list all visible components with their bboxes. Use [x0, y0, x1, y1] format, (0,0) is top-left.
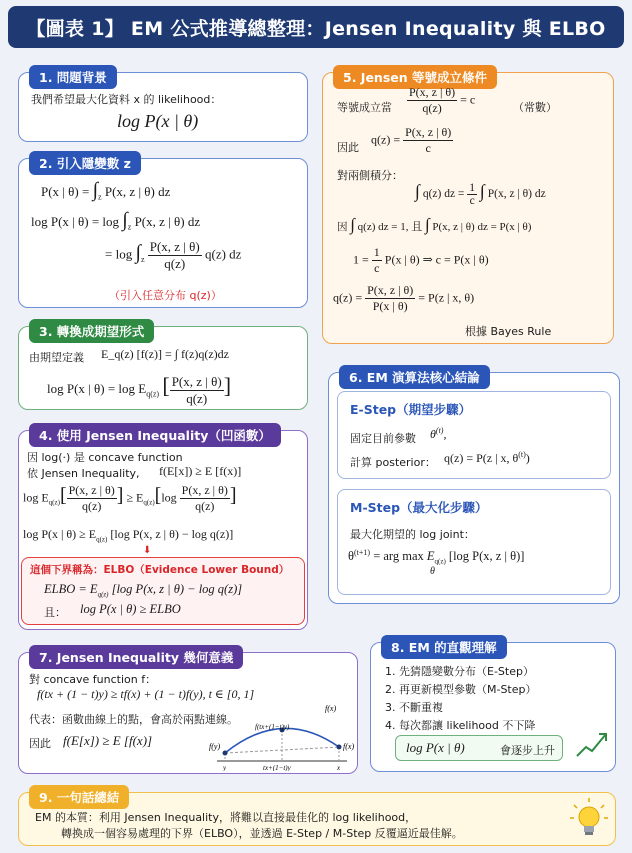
elbo-def [44, 582, 242, 599]
trend-up-icon [575, 729, 609, 759]
problem-text: 我們希望最大化資料 x 的 likelihood： [31, 93, 222, 106]
eq-log-expectation [47, 373, 231, 407]
label-fx: f(x) [343, 742, 355, 751]
section-summary [18, 792, 616, 846]
eq-left: log P(x | θ) ≥ E [23, 527, 97, 541]
denominator: q(z) [82, 499, 102, 513]
intuition-item: 2. 再更新模型參數（M-Step） [385, 683, 537, 696]
integral-sub: z [98, 192, 102, 202]
concave-curve-graph [207, 701, 357, 771]
eq-marginal [41, 179, 170, 202]
expectation-def-label: 由期望定義 [29, 351, 84, 364]
because-label: 因 [337, 221, 348, 233]
eq-left: = log [105, 246, 133, 262]
elbo-bound: log P(x | θ) ≥ ELBO [80, 602, 181, 616]
expectation-def: E_q(z) [f(z)] = ∫ f(z)q(z)dz [101, 347, 229, 361]
label-fx-top: f(x) [325, 704, 337, 713]
integral-sub: z [140, 255, 145, 265]
section-em-core [328, 372, 620, 604]
numerator: P(x, z | θ) [68, 483, 115, 497]
section-title: 5. Jensen 等號成立條件 [333, 65, 497, 89]
section-expectation-form [18, 326, 308, 410]
label-fy: f(y) [209, 742, 221, 751]
likelihood-label: log P(x | θ) [406, 740, 465, 755]
eq-left: q(z) dz = [422, 188, 465, 200]
elbo-box [21, 557, 305, 625]
eq-left: ELBO = E [44, 582, 98, 596]
bracket-icon: ] [223, 373, 232, 398]
intuition-item: 3. 不斷重複 [385, 701, 443, 714]
integral-sub: z [127, 222, 132, 232]
eq-right: [log P(x, z | θ) − log q(z)] [111, 582, 243, 596]
eq-right: P(x, z | θ) dz [134, 214, 201, 229]
jensen-eq: f(E[x]) ≥ E [f(x)] [159, 464, 242, 478]
eq-right: q(z) dz [205, 246, 242, 262]
likelihood-eq: log P(x | θ) [117, 111, 199, 131]
eq-left: q(z) = [371, 132, 401, 147]
arrow-down-icon: ⬇ [143, 545, 152, 556]
eq-sub: q(z) [97, 590, 109, 599]
denominator: c [425, 141, 431, 155]
e-step-heading: E-Step（期望步驟） [350, 402, 472, 417]
jensen-text: 依 Jensen Inequality, [27, 467, 140, 480]
eq-left: P(x | θ) = [41, 184, 90, 199]
eq-sub: q(z) [146, 389, 160, 399]
label-x: x [337, 764, 341, 771]
integral-icon: ∫ [135, 241, 141, 264]
bracket-icon: ] [116, 484, 124, 507]
eq-left: log E [23, 490, 49, 505]
section-jensen-inequality [18, 430, 308, 630]
section-problem-background [18, 72, 308, 142]
geometry-conclusion: f(E[x]) ≥ E [f(x)] [63, 733, 153, 748]
eq-sub: q(z) [48, 498, 60, 507]
denominator: q(z) [422, 101, 442, 115]
eq-mid: q(z) dz = 1, 且 [357, 221, 423, 233]
eq-left: q(z) = [333, 290, 363, 305]
denominator: c [469, 194, 475, 207]
numerator: P(x, z | θ) [181, 483, 228, 497]
numerator: P(x, z | θ) [405, 125, 452, 139]
c-equals-eq [353, 245, 489, 276]
rise-label: 會逐步上升 [500, 744, 555, 757]
fraction [407, 85, 457, 116]
numerator: 1 [373, 245, 380, 259]
fraction [403, 125, 453, 156]
label-tx: tx+(1−t)y [263, 764, 291, 771]
fraction [67, 483, 117, 514]
intuition-item: 4. 每次都讓 likelihood 不下降 [385, 719, 536, 732]
equality-label: 等號成立當 [337, 101, 392, 114]
integral-icon: ∫ [122, 209, 128, 231]
section-title: 3. 轉換成期望形式 [29, 319, 154, 343]
page-title: 【圖表 1】 EM 公式推導總整理：Jensen Inequality 與 ELBO [8, 6, 624, 48]
jensen-applied [23, 483, 237, 514]
elbo-title: 這個下界稱為：ELBO（Evidence Lower Bound） [30, 564, 290, 576]
concave-text: 因 log(·) 是 concave function [27, 451, 183, 464]
eq-sub: q(z) [96, 535, 108, 544]
eq-log-marginal [31, 209, 200, 232]
lower-bound-eq [23, 527, 233, 543]
e-step-posterior: q(z) = P(z | x, $\theta^{(t)}$) [444, 450, 530, 465]
denominator: q(z) [164, 256, 186, 271]
eq-right: = c [460, 92, 476, 107]
integral-icon: ∫ [415, 181, 420, 201]
fraction [148, 239, 202, 272]
eq-sub: q(z) [143, 498, 155, 507]
m-step-card [337, 489, 611, 595]
summary-line2: 轉換成一個容易處理的下界（ELBO），並透過 E-Step / M-Step 反覆逼近最佳解。 [61, 827, 463, 840]
denominator: c [374, 261, 380, 275]
label-y: y [223, 764, 227, 771]
section-title: 8. EM 的直觀理解 [381, 635, 507, 659]
label-mid: f(tx+(1−t)y) [255, 723, 290, 731]
geometry-line1: 對 concave function f： [29, 673, 157, 686]
bracket-icon: [ [59, 484, 67, 507]
integral-icon: ∫ [479, 181, 485, 201]
numerator: P(x, z | θ) [149, 239, 200, 254]
fraction [180, 483, 230, 514]
intuition-item: 1. 先猜隱變數分布（E-Step） [385, 665, 534, 678]
e-step-line2: 計算 posterior： [350, 456, 436, 469]
section-title: 7. Jensen Inequality 幾何意義 [29, 645, 243, 669]
integrate-label: 對兩側積分： [337, 169, 403, 182]
eq-right: P(x | θ) ⇒ c = P(x | θ) [384, 252, 489, 267]
fraction [467, 182, 477, 207]
eq-right: = P(z | x, θ) [418, 290, 475, 305]
section-jensen-geometry [18, 652, 358, 774]
argmax-sub: θ [430, 566, 435, 577]
eq-left: log P(x | θ) = log [31, 214, 120, 229]
section-equality-condition [322, 72, 614, 344]
e-step-line1: 固定目前參數 [350, 432, 416, 445]
eq-right: P(x, z | θ) dz = P(x | θ) [432, 221, 532, 233]
bracket-icon: ] [229, 484, 237, 507]
section-em-intuition [370, 642, 616, 772]
m-step-heading: M-Step（最大化步驟） [350, 500, 488, 515]
elbo-and-label: 且： [44, 606, 66, 619]
therefore-label: 因此 [29, 737, 51, 750]
section-title: 9. 一句話總結 [29, 785, 129, 809]
note-arbitrary-q: （引入任意分布 q(z)） [109, 289, 222, 302]
posterior-eq [333, 283, 474, 314]
summary-line1: EM 的本質：利用 Jensen Inequality，將難以直接最佳化的 log likelihood， [35, 811, 417, 824]
normalization-eq [337, 215, 531, 235]
eq-left: 1 = [353, 252, 369, 267]
eq-right: ≥ E [126, 490, 144, 505]
e-step-card [337, 391, 611, 479]
section-title: 6. EM 演算法核心結論 [339, 365, 490, 389]
section-title: 2. 引入隱變數 z [29, 151, 141, 175]
integrate-eq [415, 181, 546, 207]
q-equals-eq [371, 125, 453, 156]
section-latent-variable [18, 158, 308, 308]
likelihood-rise-box [395, 735, 563, 761]
numerator: P(x, z | θ) [367, 283, 414, 297]
numerator: P(x, z | θ) [409, 85, 456, 99]
geometry-eq: f(tx + (1 − t)y) ≥ tf(x) + (1 − t)f(y), t ∈ [0, 1] [37, 687, 255, 701]
denominator: q(z) [186, 390, 208, 406]
numerator: P(x, z | θ) [171, 373, 222, 389]
fraction [170, 374, 224, 407]
denominator: q(z) [195, 499, 215, 513]
integral-icon: ∫ [424, 215, 430, 234]
constant-label: （常數） [513, 101, 557, 114]
eq-left: log P(x | θ) = log E [47, 381, 147, 396]
geometry-line3: 代表：函數曲線上的點，會高於兩點連線。 [29, 713, 238, 726]
e-step-theta: $\theta^{(t)}$, [430, 426, 447, 441]
eq-right: P(x, z | θ) dz [104, 184, 171, 199]
section-title: 1. 問題背景 [29, 65, 117, 89]
fraction [365, 283, 415, 314]
m-step-line1: 最大化期望的 log joint： [350, 528, 475, 541]
eq-right: P(x, z | θ) dz [487, 188, 546, 200]
lightbulb-icon [569, 797, 609, 841]
eq-right: [log P(x, z | θ) − log q(z)] [110, 527, 234, 541]
point-fx [337, 745, 342, 750]
bayes-rule-label: 根據 Bayes Rule [465, 325, 552, 338]
therefore-label: 因此 [337, 141, 359, 154]
bracket-icon: [ [154, 484, 162, 507]
denominator: P(x | θ) [372, 299, 408, 313]
section-title: 4. 使用 Jensen Inequality（凹函數） [29, 423, 281, 447]
integral-icon: ∫ [350, 215, 355, 234]
bracket-icon: [ [162, 373, 170, 398]
log-label: log [161, 490, 177, 505]
equality-eq [407, 85, 475, 116]
m-step-argmax: $\theta^{(t+1)}$ = arg $\max E_{q(z)}$ [log P(x, z | θ)] [348, 548, 525, 566]
eq-introduce-q [105, 239, 241, 272]
fraction [372, 245, 382, 276]
integral-icon: ∫ [92, 179, 99, 201]
point-fy [223, 751, 228, 756]
numerator: 1 [469, 181, 476, 194]
